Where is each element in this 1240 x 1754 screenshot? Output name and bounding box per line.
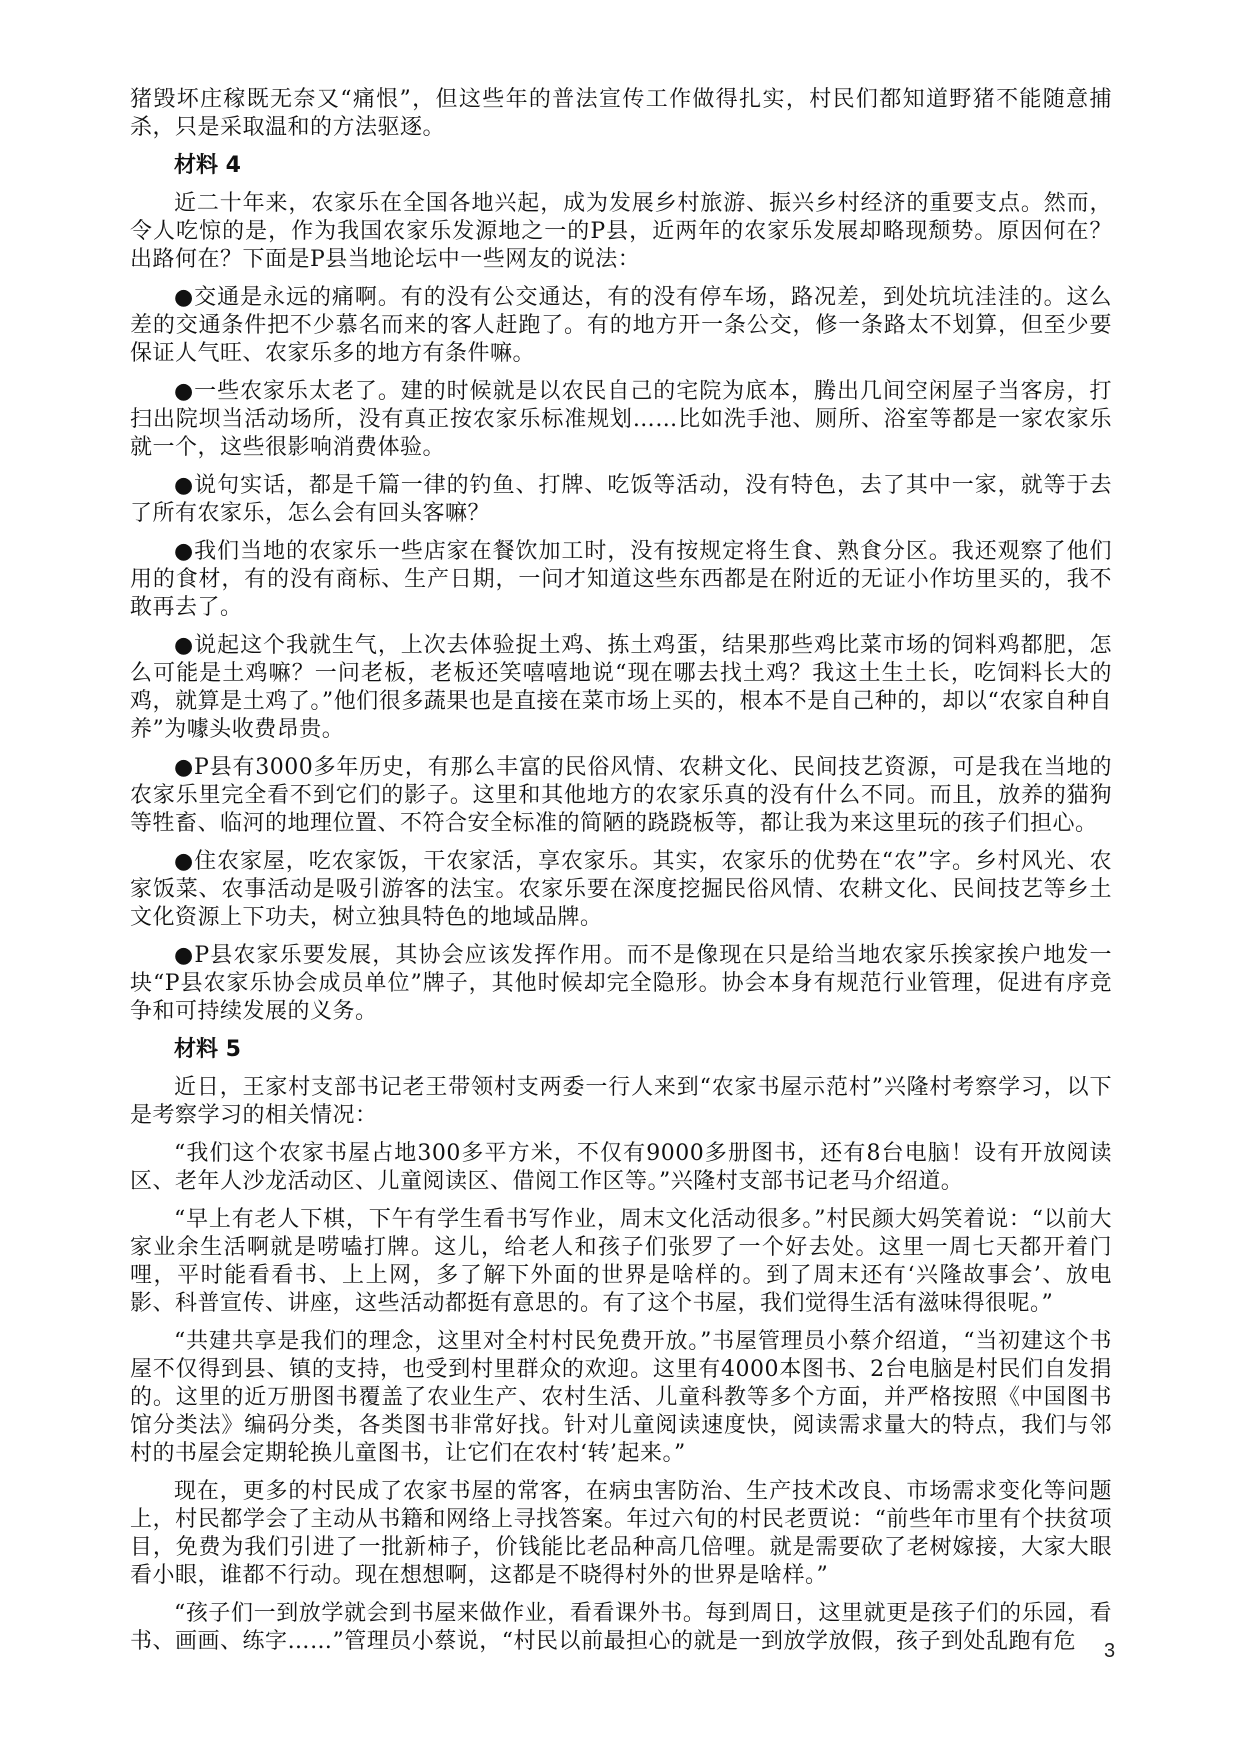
bullet-paragraph: ●一些农家乐太老了。建的时候就是以农民自己的宅院为底本，腾出几间空闲屋子当客房，打扫出院坝当活动场所，没有真正按农家乐标准规划……比如洗手池、厕所、浴室等都是一家农家乐就一个，这些很影响消费体验。 [130, 379, 1112, 460]
material-4-intro: 近二十年来，农家乐在全国各地兴起，成为发展乡村旅游、振兴乡村经济的重要支点。然而，令人吃惊的是，作为我国农家乐发源地之一的P县，近两年的农家乐发展却略现颓势。原因何在？出路何在？下面是P县当地论坛中一些网友的说法： [130, 191, 1112, 272]
material-5-heading: 材料 5 [174, 1037, 241, 1062]
material-4-heading: 材料 4 [174, 153, 241, 178]
bullet-paragraph: ●住农家屋，吃农家饭，干农家活，享农家乐。其实，农家乐的优势在“农”字。乡村风光、农家饭菜、农事活动是吸引游客的法宝。农家乐要在深度挖掘民俗风情、农耕文化、民间技艺等乡土文化资源上下功夫，树立独具特色的地域品牌。 [130, 849, 1112, 930]
paragraph: “共建共享是我们的理念，这里对全村村民免费开放。”书屋管理员小蔡介绍道，“当初建这个书屋不仅得到县、镇的支持，也受到村里群众的欢迎。这里有4000本图书、2台电脑是村民们自发捐的。这里的近万册图书覆盖了农业生产、农村生活、儿童科教等多个方面，并严格按照《中国图书馆分类法》编码分类，各类图书非常好找。针对儿童阅读速度快，阅读需求量大的特点，我们与邻村的书屋会定期轮换儿童图书，让它们在农村‘转’起来。” [130, 1329, 1112, 1466]
paragraph: “孩子们一到放学就会到书屋来做作业，看看课外书。每到周日，这里就更是孩子们的乐园，看书、画画、练字……”管理员小蔡说，“村民以前最担心的就是一到放学放假，孩子到处乱跑有危 [130, 1601, 1112, 1654]
bullet-paragraph: ●P县农家乐要发展，其协会应该发挥作用。而不是像现在只是给当地农家乐挨家挨户地发一块“P县农家乐协会成员单位”牌子，其他时候却完全隐形。协会本身有规范行业管理，促进有序竞争和可持续发展的义务。 [130, 943, 1112, 1024]
bullet-paragraph: ●说句实话，都是千篇一律的钓鱼、打牌、吃饭等活动，没有特色，去了其中一家，就等于去了所有农家乐，怎么会有回头客嘛？ [130, 473, 1112, 526]
page-number: 3 [1104, 1640, 1116, 1662]
bullet-paragraph: ●说起这个我就生气，上次去体验捉土鸡、拣土鸡蛋，结果那些鸡比菜市场的饲料鸡都肥，怎么可能是土鸡嘛？一问老板，老板还笑嘻嘻地说“现在哪去找土鸡？我这土生土长，吃饲料长大的鸡，就算是土鸡了。”他们很多蔬果也是直接在菜市场上买的，根本不是自己种的，却以“农家自种自养”为噱头收费昂贵。 [130, 633, 1112, 742]
continuation-paragraph: 猪毁坏庄稼既无奈又“痛恨”，但这些年的普法宣传工作做得扎实，村民们都知道野猪不能随意捕杀，只是采取温和的方法驱逐。 [130, 87, 1112, 140]
bullet-paragraph: ●我们当地的农家乐一些店家在餐饮加工时，没有按规定将生食、熟食分区。我还观察了他们用的食材，有的没有商标、生产日期，一问才知道这些东西都是在附近的无证小作坊里买的，我不敢再去了。 [130, 539, 1112, 620]
paragraph: 现在，更多的村民成了农家书屋的常客，在病虫害防治、生产技术改良、市场需求变化等问题上，村民都学会了主动从书籍和网络上寻找答案。年过六旬的村民老贾说：“前些年市里有个扶贫项目，免费为我们引进了一批新柿子，价钱能比老品种高几倍哩。就是需要砍了老树嫁接，大家大眼看小眼，谁都不行动。现在想想啊，这都是不晓得村外的世界是啥样。” [130, 1479, 1112, 1588]
document-page [130, 86, 1112, 1666]
bullet-paragraph: ●P县有3000多年历史，有那么丰富的民俗风情、农耕文化、民间技艺资源，可是我在当地的农家乐里完全看不到它们的影子。这里和其他地方的农家乐真的没有什么不同。而且，放养的猫狗等牲畜、临河的地理位置、不符合安全标准的简陋的跷跷板等，都让我为来这里玩的孩子们担心。 [130, 755, 1112, 836]
paragraph: “我们这个农家书屋占地300多平方米，不仅有9000多册图书，还有8台电脑！设有开放阅读区、老年人沙龙活动区、儿童阅读区、借阅工作区等。”兴隆村支部书记老马介绍道。 [130, 1141, 1112, 1194]
paragraph: 近日，王家村支部书记老王带领村支两委一行人来到“农家书屋示范村”兴隆村考察学习，以下是考察学习的相关情况： [130, 1075, 1112, 1128]
paragraph: “早上有老人下棋，下午有学生看书写作业，周末文化活动很多。”村民颜大妈笑着说：“以前大家业余生活啊就是唠嗑打牌。这儿，给老人和孩子们张罗了一个好去处。这里一周七天都开着门哩，平时能看看书、上上网，多了解下外面的世界是啥样的。到了周末还有‘兴隆故事会’、放电影、科普宣传、讲座，这些活动都挺有意思的。有了这个书屋，我们觉得生活有滋味得很呢。” [130, 1207, 1112, 1316]
bullet-paragraph: ●交通是永远的痛啊。有的没有公交通达，有的没有停车场，路况差，到处坑坑洼洼的。这么差的交通条件把不少慕名而来的客人赶跑了。有的地方开一条公交，修一条路太不划算，但至少要保证人气旺、农家乐多的地方有条件嘛。 [130, 285, 1112, 366]
